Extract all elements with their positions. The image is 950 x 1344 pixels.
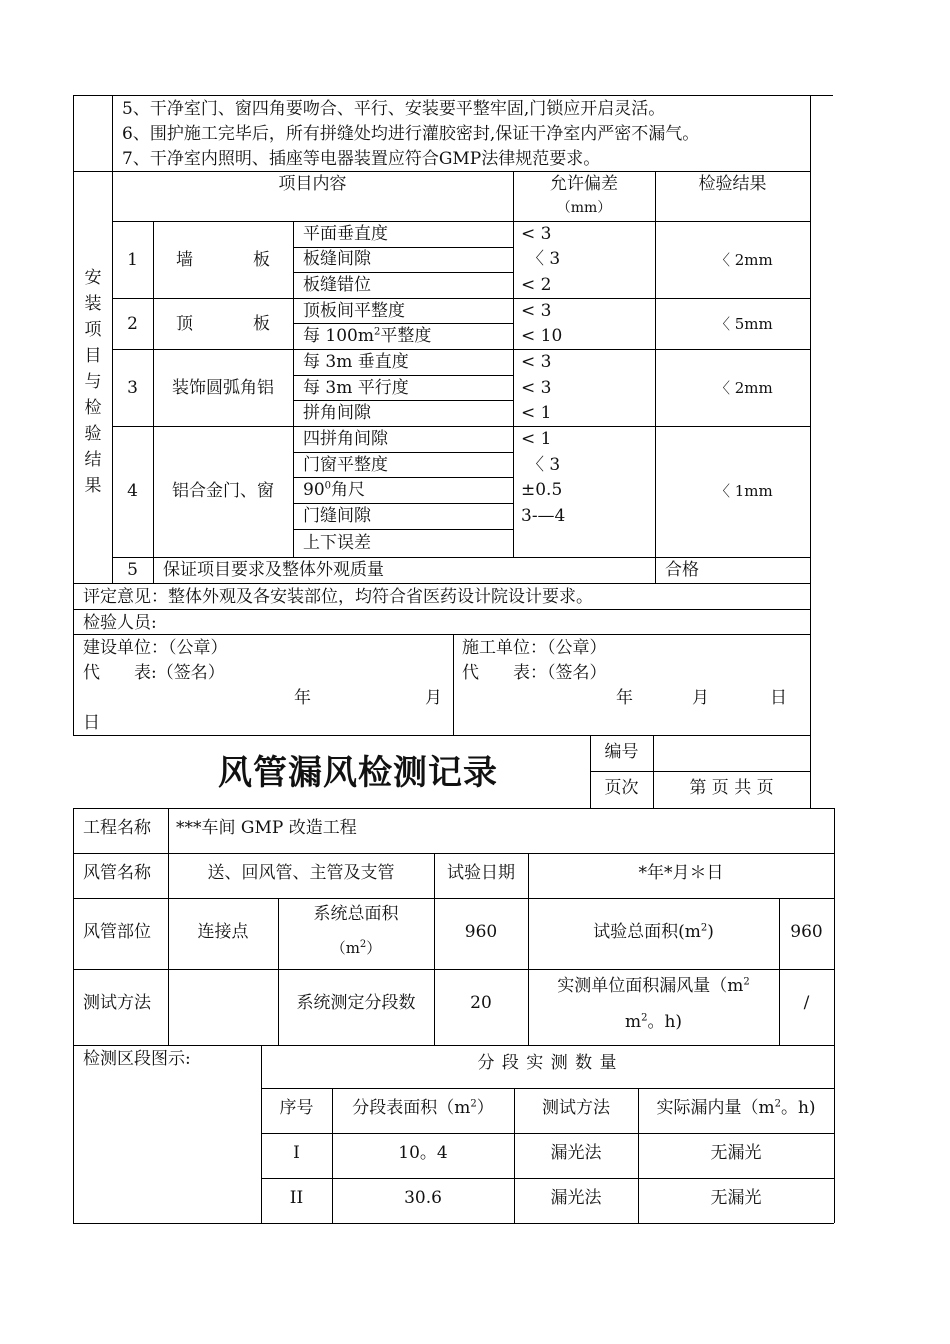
tolerance-text: < 3 [521,378,552,398]
group-1-name-b: 板 [253,250,270,270]
test-area-label: 试验总面积$(m^2)$ [593,922,714,942]
note-line-6: 6、围护施工完毕后，所有拼缝处均进行灌胶密封,保证干净室内严密不漏气。 [122,124,700,144]
row-5-text: 保证项目要求及整体外观质量 [163,560,384,580]
group-4-no: 4 [127,481,138,501]
item-text: 拼角间隙 [303,403,371,423]
duct-name-value: 送、回风管、主管及支管 [207,863,395,883]
row-no: I [293,1143,300,1163]
leak-record-title: 风管漏风检测记录 [218,753,498,793]
item-text: 上下误差 [303,533,371,553]
builder-year: 年 [294,688,311,708]
row-method: 漏光法 [550,1143,602,1163]
contractor-rep: 代 表：（签名） [462,663,607,683]
row-5-no: 5 [127,560,138,580]
inspector-label: 检验人员: [83,613,157,633]
row-leak: 无漏光 [710,1188,762,1208]
item-text: 板缝错位 [303,275,371,295]
unit-leak-label-2: $m^2$。h) [624,1012,683,1032]
project-value: ***车间 GMP 改造工程 [176,818,357,838]
row-area: 30.6 [404,1188,442,1208]
evaluation-text: 评定意见：整体外观及各安装部位，均符合省医药设计院设计要求。 [83,587,593,607]
method-label: 测试方法 [83,993,151,1013]
item-text: 板缝间隙 [303,249,371,269]
unit-leak-label: 实测单位面积漏风量（$m^2$ [557,976,750,996]
sys-area-unit: $(m^2)$ [330,939,382,957]
builder-unit: 建设单位：（公章） [83,638,228,658]
builder-day: 日 [83,713,100,733]
group-2-no: 2 [127,314,138,334]
duct-name-label: 风管名称 [83,863,151,883]
tolerance-text: 〈 3 [527,455,561,475]
col-no: 序号 [279,1098,314,1118]
tolerance-text: < 1 [521,429,552,449]
tolerance-text: 〈 3 [527,249,561,269]
group-3-result: 〈 2mm [715,379,773,397]
page-value: 第 页 共 页 [689,778,774,798]
project-label: 工程名称 [83,818,151,838]
item-angle-ruler: $90^0$角尺 [303,480,366,500]
item-text: 顶板间平整度 [303,301,405,321]
item-text: 平面垂直度 [303,224,388,244]
test-date-value: *年*月＊日 [638,863,724,883]
col-leak: 实际漏内量（$m^2$。h) [656,1098,816,1118]
item-text: 四拼角间隙 [303,429,388,449]
duct-part-label: 风管部位 [83,922,151,942]
test-date-label: 试验日期 [447,863,515,883]
sys-area-label: 系统总面积 [313,904,399,924]
group-2-name-b: 板 [253,314,270,334]
tolerance-text: 3-—4 [521,506,566,526]
unit-leak-value: / [803,993,810,1013]
row-area: 10。4 [398,1143,448,1163]
group-2-result: 〈 5mm [715,315,773,333]
page-label: 页次 [604,778,639,798]
item-area-flatness: 每 $100m^2$平整度 [303,326,432,346]
item-text: 门缝间隙 [303,506,371,526]
header-result: 检验结果 [698,174,767,194]
row-method: 漏光法 [550,1188,602,1208]
header-tolerance: 允许偏差 [550,174,618,194]
builder-month: 月 [425,688,442,708]
item-text: 门窗平整度 [303,455,388,475]
contractor-year: 年 [616,688,633,708]
segment-header: 分 段 实 测 数 量 [477,1053,618,1073]
contractor-month: 月 [692,688,709,708]
tolerance-text: < 3 [521,352,552,372]
item-text: 每 3m 平行度 [303,378,409,398]
group-3-no: 3 [127,378,138,398]
tolerance-text: < 2 [521,275,552,295]
header-tolerance-unit: （mm） [556,200,612,216]
group-3-name: 装饰圆弧角铝 [172,378,274,398]
row-5-result: 合格 [665,560,699,580]
header-item-content: 项目内容 [278,174,347,194]
tolerance-text: < 3 [521,224,552,244]
diagram-label: 检测区段图示: [83,1049,191,1069]
tolerance-text: < 10 [521,326,563,346]
item-text: 每 3m 垂直度 [303,352,409,372]
serial-label: 编号 [604,742,639,762]
group-4-result: 〈 1mm [715,482,773,500]
group-1-result: 〈 2mm [715,251,773,269]
builder-rep: 代 表:（签名） [83,663,225,683]
row-leak: 无漏光 [710,1143,762,1163]
tolerance-text: < 1 [521,403,552,423]
group-4-name: 铝合金门、窗 [172,481,274,501]
group-1-no: 1 [127,250,138,270]
sys-area-value: 960 [464,922,498,942]
col-method: 测试方法 [542,1098,610,1118]
group-2-name-a: 顶 [176,314,193,334]
contractor-unit: 施工单位：（公章） [462,638,607,658]
segments-label: 系统测定分段数 [296,993,416,1013]
test-area-value: 960 [790,922,823,942]
duct-part-value: 连接点 [197,922,249,942]
note-line-7: 7、干净室内照明、插座等电器装置应符合GMP法律规范要求。 [122,149,601,169]
tolerance-text: < 3 [521,301,552,321]
tolerance-text: ±0.5 [521,480,563,500]
row-no: II [289,1188,304,1208]
group-1-name-a: 墙 [176,250,193,270]
note-line-5: 5、干净室门、窗四角要吻合、平行、安装要平整牢固,门锁应开启灵活。 [122,99,666,119]
segments-value: 20 [470,993,492,1013]
col-area: 分段表面积$(m^2)$ [352,1098,494,1118]
contractor-day: 日 [770,688,787,708]
